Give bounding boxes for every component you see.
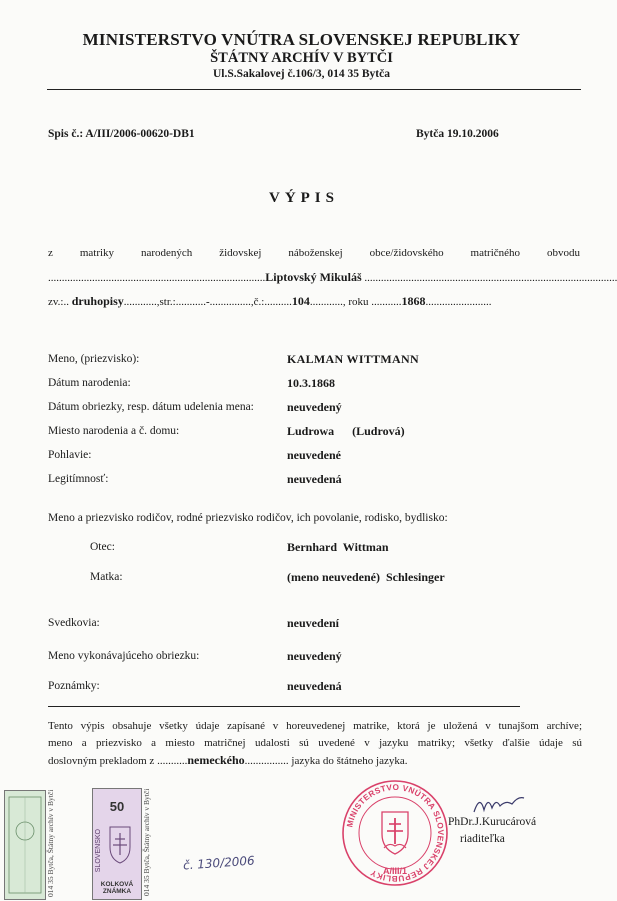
stamp-label: KOLKOVÁ ZNÁMKA <box>100 881 134 895</box>
stamp-emblem-icon <box>107 825 133 865</box>
circumciser-value: neuvedený <box>287 649 342 663</box>
roku-label: ............, roku ........... <box>309 296 402 308</box>
footer-line-1: Tento výpis obsahuje všetky údaje zapísané v horeuvedenej matrike, ktorá je uložená v tunajšom archíve; <box>48 720 582 732</box>
intro-word: matričného <box>470 247 521 259</box>
c-value: 104 <box>291 294 310 308</box>
intro-word: z <box>48 247 53 259</box>
father-label: Otec: <box>90 541 115 553</box>
intro-word: obce/židovského <box>369 247 444 259</box>
archive-title: ŠTÁTNY ARCHÍV V BYTČI <box>210 50 393 66</box>
revenue-stamp-purple <box>92 788 142 900</box>
seal-ring-text: MINISTERSTVO VNÚTRA SLOVENSKEJ REPUBLIKY <box>345 782 446 884</box>
dot-filler: ........................ <box>425 296 492 308</box>
parents-heading: Meno a priezvisko rodičov, rodné priezvisko rodičov, ich povolanie, rodisko, bydlisko: <box>48 512 448 524</box>
header-divider <box>47 89 581 90</box>
handwritten-number: č. 130/2006 <box>182 853 256 873</box>
field-label-birthplace: Miesto narodenia a č. domu: <box>48 425 180 437</box>
spis-number: Spis č.: A/III/2006-00620-DB1 <box>48 128 195 140</box>
mother-label: Matka: <box>90 571 123 583</box>
dot-filler: ............................................................................................ <box>361 272 617 284</box>
notes-label: Poznámky: <box>48 680 100 692</box>
witnesses-value: neuvedení <box>287 616 340 630</box>
field-value-birthplace: Ludrowa (Ludrová) <box>287 424 405 438</box>
matrika-obvod: Liptovský Mikuláš <box>265 270 362 284</box>
intro-line-3 <box>48 294 580 309</box>
field-label-legitimacy: Legitímnosť: <box>48 473 109 485</box>
official-seal <box>340 778 450 888</box>
footer-line-3 <box>48 752 582 770</box>
seal-code: A/III/1 <box>382 866 408 876</box>
str-label: ............,str.:........... <box>123 296 206 308</box>
ministry-title: MINISTERSTVO VNÚTRA SLOVENSKEJ REPUBLIKY <box>82 30 521 49</box>
stamp-side-text: 014 35 Bytča, Štátny archív v Bytči <box>46 789 55 897</box>
father-value: Bernhard Wittman <box>287 540 389 554</box>
c-label: ...............,č.:.......... <box>209 296 292 308</box>
field-label-name: Meno, (priezvisko): <box>48 353 140 365</box>
revenue-stamp-green <box>4 790 46 900</box>
place-date: Bytča 19.10.2006 <box>416 128 499 140</box>
roku-value: 1868 <box>401 294 426 308</box>
stamp-value: 50 <box>109 799 125 814</box>
archive-address: Ul.S.Sakalovej č.106/3, 014 35 Bytča <box>213 68 390 80</box>
footer-line-2: meno a priezvisko a miesto matričnej udalosti sú uvedené v jazyku matriky; všetky ďalšie údaje sú <box>48 737 582 749</box>
intro-word: narodených <box>140 247 193 259</box>
zv-value: druhopisy <box>71 294 124 308</box>
intro-word: matriky <box>79 247 115 259</box>
intro-word: židovskej <box>219 247 262 259</box>
field-value-name: KALMAN WITTMANN <box>287 352 419 366</box>
intro-line-1 <box>48 247 580 259</box>
field-value-sex: neuvedené <box>287 448 341 462</box>
stamp-country: SLOVENSKO <box>95 829 102 873</box>
stamp-pattern-icon <box>5 791 45 899</box>
notes-value: neuvedená <box>287 679 342 693</box>
stamp-side-text-2: 014 35 Bytča, Štátny archív v Bytči <box>142 788 151 896</box>
signatory-name: PhDr.J.Kurucárová <box>448 816 537 828</box>
intro-word: náboženskej <box>288 247 343 259</box>
field-value-circumcision: neuvedený <box>287 400 342 414</box>
field-label-circumcision: Dátum obriezky, resp. dátum udelenia mena: <box>48 401 254 413</box>
document-title: VÝPIS <box>268 190 339 206</box>
body-divider <box>48 706 520 707</box>
circumciser-label: Meno vykonávajúceho obriezku: <box>48 650 200 662</box>
translation-suffix: ................ jazyka do štátneho jazyka. <box>244 755 408 767</box>
signatory-role: riaditeľka <box>460 833 505 845</box>
mother-value: (meno neuvedené) Schlesinger <box>287 570 445 584</box>
translation-language: nemeckého <box>187 753 245 767</box>
intro-line-2 <box>48 270 617 285</box>
zv-label: zv.:.. <box>48 296 69 308</box>
field-label-sex: Pohlavie: <box>48 449 92 461</box>
translation-prefix: doslovným prekladom z ........... <box>48 755 188 767</box>
seal-icon <box>340 778 450 888</box>
footer-paragraph <box>48 718 582 770</box>
field-value-legitimacy: neuvedená <box>287 472 342 486</box>
str-value: - <box>205 296 210 308</box>
field-label-birthdate: Dátum narodenia: <box>48 377 131 389</box>
intro-word: obvodu <box>546 247 580 259</box>
witnesses-label: Svedkovia: <box>48 617 100 629</box>
dot-filler: ............................................................................... <box>48 272 266 284</box>
field-value-birthdate: 10.3.1868 <box>287 376 335 390</box>
